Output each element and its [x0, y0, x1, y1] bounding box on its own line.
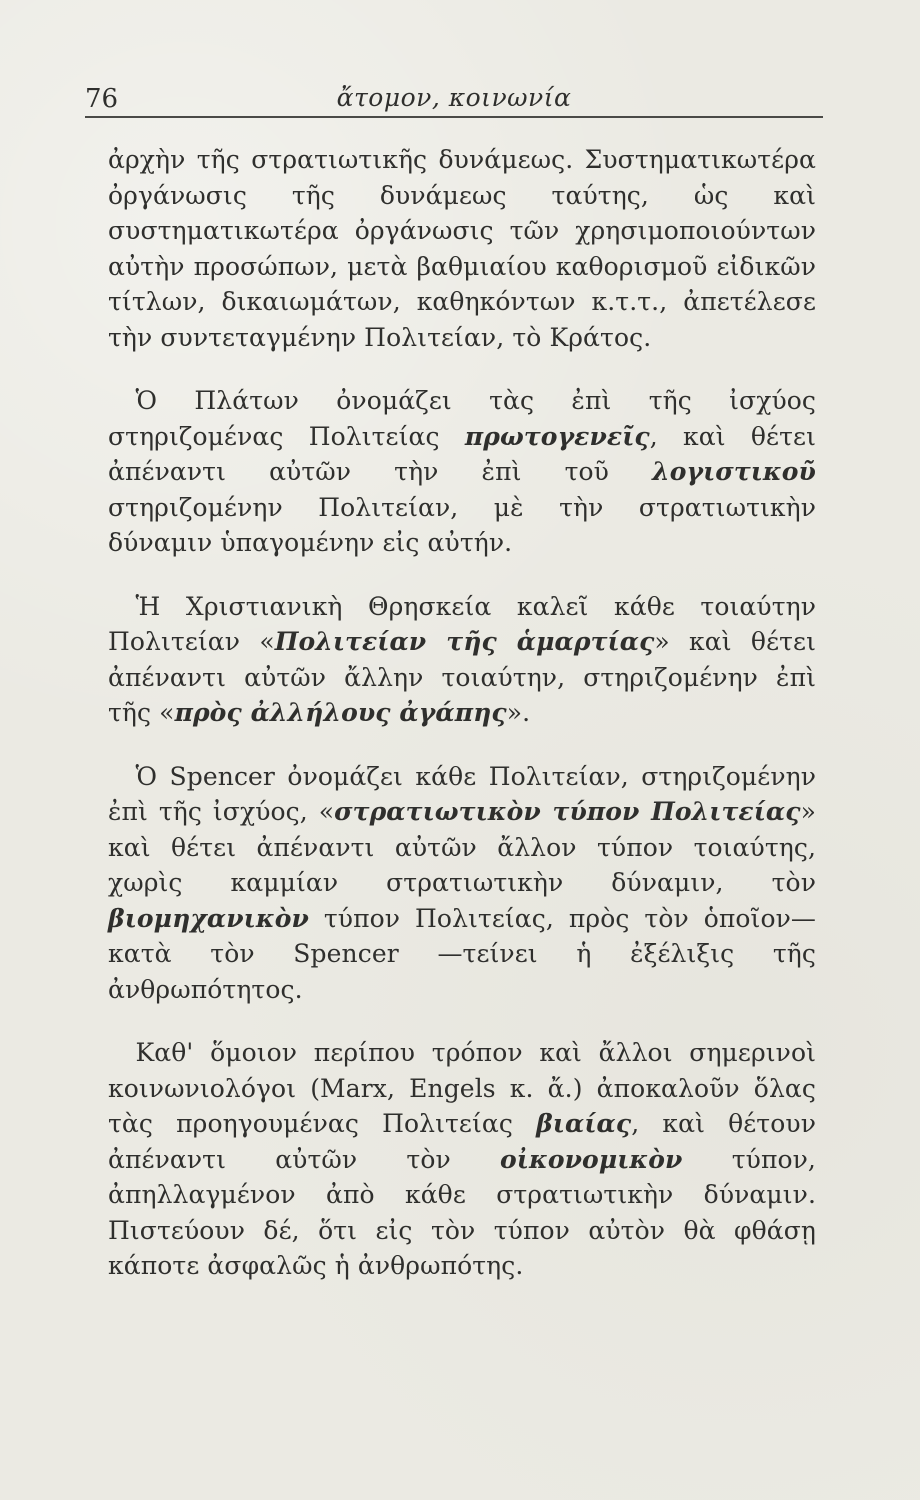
emphasis-text: πρὸς ἀλλήλους ἀγάπης	[174, 698, 507, 727]
page-body	[108, 142, 816, 1312]
emphasis-text: οἰκονομικὸν	[500, 1144, 683, 1174]
paragraph-2-text-2: , καὶ θέτει ἀπέναντι αὐτῶν τὴν ἐπὶ τοῦ	[108, 421, 816, 486]
paragraph-4-text-3: τύπον Πολιτείας, πρὸς τὸν ὁποῖον—κατὰ τὸν Spencer —τείνει ἡ ἐξέλιξις τῆς ἀνθρωπότητος.	[108, 903, 816, 1004]
paragraph-3-text-3: ».	[506, 698, 531, 727]
paragraph-3-text-1: Ἡ Χριστιανικὴ Θρησκεία καλεῖ κάθε τοιαύτην Πολιτείαν «	[108, 591, 816, 656]
paragraph-4-text-1: Ὁ Spencer ὀνομάζει κάθε Πολιτείαν, στηριζομένην ἐπὶ τῆς ἰσχύος, «	[108, 761, 816, 826]
emphasis-text: πρωτογενεῖς	[464, 421, 650, 451]
paragraph-5-text-2: , καὶ θέτουν ἀπέναντι αὐτῶν τὸν	[108, 1109, 816, 1174]
paragraph-5-text-3: τύπον, ἀπηλλαγμένον ἀπὸ κάθε στρατιωτικὴν δύναμιν. Πιστεύουν δέ, ὅτι εἰς τὸν τύπον αὐτὸν θὰ φθάσῃ κάποτε ἀσφαλῶς ἡ ἀνθρωπότης.	[108, 1144, 816, 1280]
emphasis-text: Πολιτείαν τῆς ἁμαρτίας	[274, 627, 655, 656]
paragraph-2	[108, 383, 816, 561]
paragraph-4-text-2: » καὶ θέτει ἀπέναντι αὐτῶν ἄλλον τύπον τοιαύτης, χωρὶς καμμίαν στρατιωτικὴν δύναμιν, τὸν	[108, 797, 816, 897]
paragraph-2-text-1: Ὁ Πλάτων ὀνομάζει τὰς ἐπὶ τῆς ἰσχύος στηριζομένας Πολιτείας	[108, 386, 816, 451]
paragraph-1	[108, 142, 816, 355]
emphasis-text: βιομηχανικὸν	[108, 903, 309, 933]
emphasis-text: βιαίας	[536, 1109, 632, 1138]
paragraph-5-text-1: Καθ' ὅμοιον περίπου τρόπον καὶ ἄλλοι σημερινοὶ κοινωνιολόγοι (Marx, Engels κ. ἄ.) ἀποκαλοῦν ὅλας τὰς προηγουμένας Πολιτείας	[108, 1038, 816, 1138]
paragraph-5	[108, 1035, 816, 1284]
page-header	[85, 82, 823, 118]
paragraph-1-text: ἀρχὴν τῆς στρατιωτικῆς δυνάμεως. Συστηματικωτέρα ὀργάνωσις τῆς δυνάμεως ταύτης, ὡς καὶ συστηματικωτέρα ὀργάνωσις τῶν χρησιμοποιούντων αὐτὴν προσώπων, μετὰ βαθμιαίου καθορισμοῦ εἰδικῶν τίτλων, δικαιωμάτων, καθηκόντων κ.τ.τ., ἀπετέλεσε τὴν συντεταγμένην Πολιτείαν, τὸ Κράτος.	[108, 145, 816, 352]
running-head: ἄτομον, κοινωνία	[336, 83, 572, 112]
paragraph-3	[108, 589, 816, 731]
paragraph-4	[108, 759, 816, 1008]
page-number: 76	[85, 84, 119, 114]
paragraph-2-text-3: στηριζομένην Πολιτείαν, μὲ τὴν στρατιωτικὴν δύναμιν ὑπαγομένην εἰς αὐτήν.	[108, 492, 816, 557]
paragraph-3-text-2: » καὶ θέτει ἀπέναντι αὐτῶν ἄλλην τοιαύτην, στηριζομένην ἐπὶ τῆς «	[108, 627, 817, 727]
emphasis-text: στρατιωτικὸν τύπον Πολιτείας	[334, 797, 801, 826]
emphasis-text: λογιστικοῦ	[652, 457, 816, 486]
